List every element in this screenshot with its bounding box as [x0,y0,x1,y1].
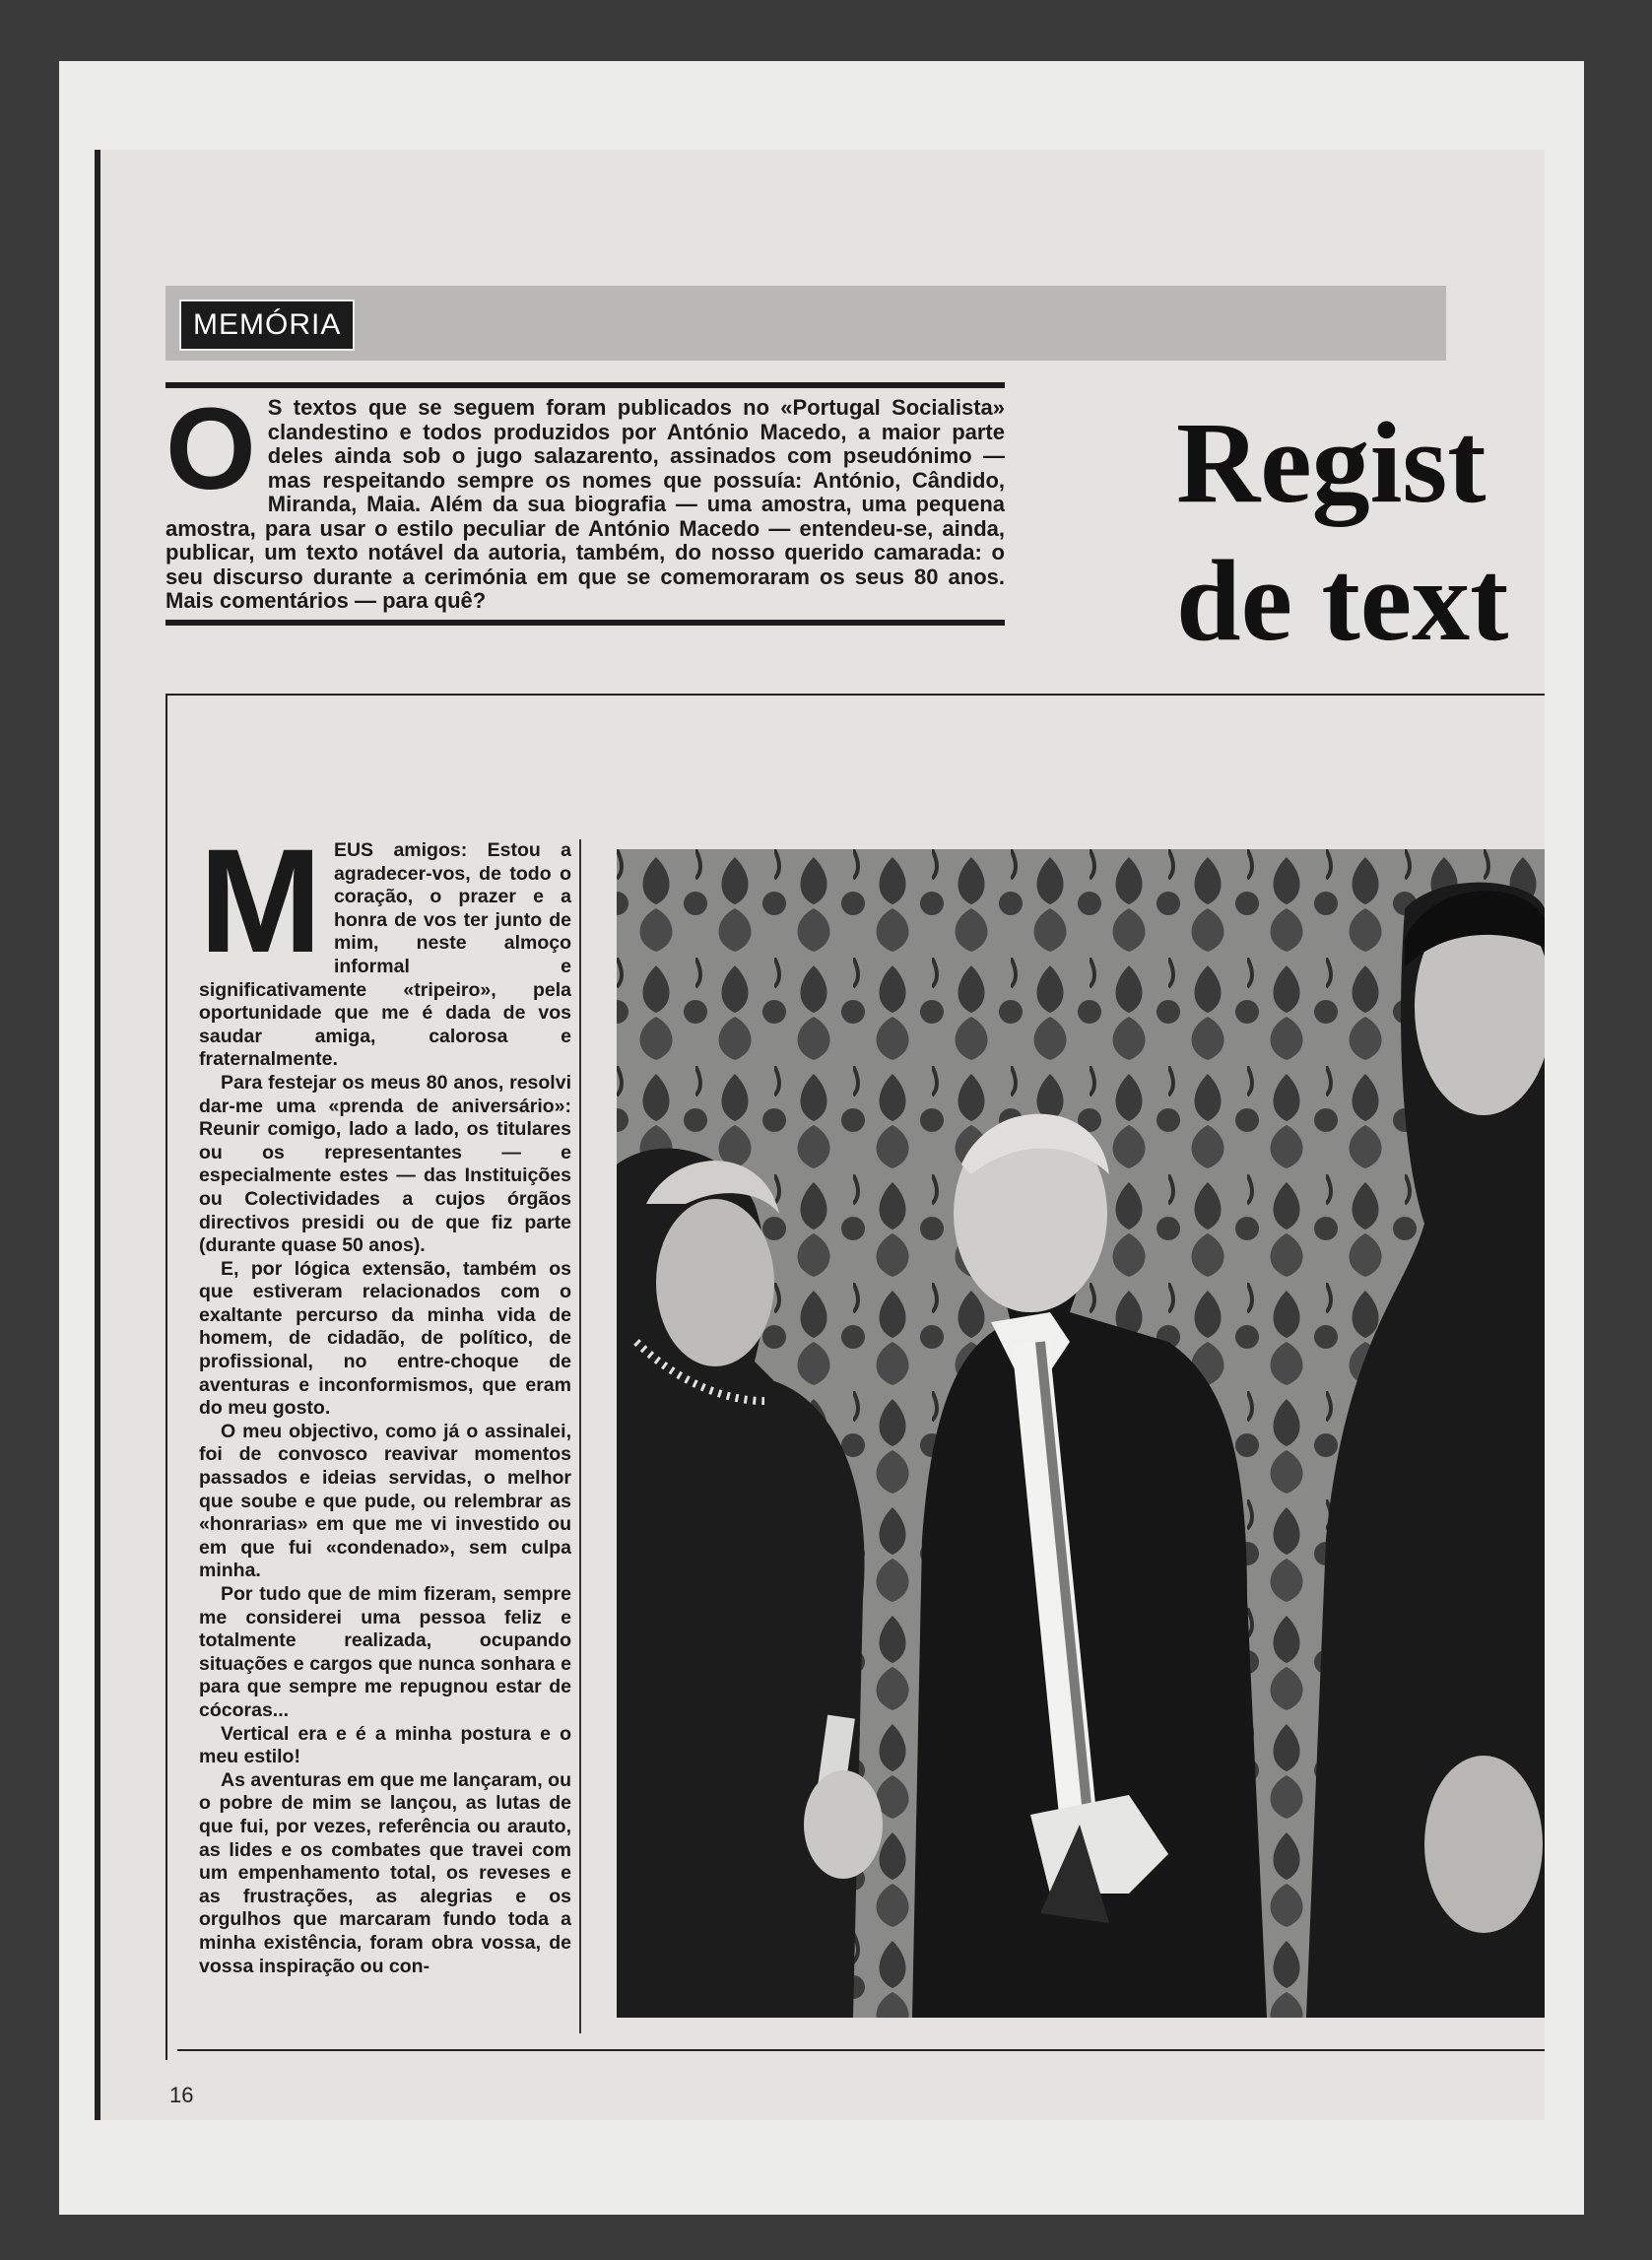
section-tag: MEMÓRIA [179,299,355,351]
article-dropcap: M [199,818,322,983]
article-paragraph: Por tudo que de mim fizeram, sempre me considerei uma pessoa feliz e totalmente realizada, ocupando situações e cargos que nunca sonhara e para que sempre me repugnou estar de cócoras... [199,1583,571,1721]
article-body [199,818,571,1978]
article-paragraph: Vertical era e é a minha postura e o meu estilo! [199,1722,571,1768]
headline-line-1: Regist [1176,398,1487,527]
photo-ceremony [617,849,1545,2018]
section-bar [165,286,1446,361]
intro-text: S textos que se seguem foram publicados no «Portugal Socialista» clandestino e todos produzidos por António Macedo, a maior parte deles ainda sob o jugo salazarento, assinados com pseudónimo — mas respeitando sempre os nomes que possuía: António, Cândido, Miranda, Maia. Além da sua biografia — uma amostra, uma pequena amostra, para usar o estilo peculiar de António Macedo — entendeu-se, ainda, publicar, um texto notável da autoria, também, do nosso querido camarada: o seu discurso durante a cerimónia em que se comemoraram os seus 80 anos. Mais comentários — para quê? [165,395,1005,613]
page-number: 16 [169,2083,194,2107]
article-paragraph: E, por lógica extensão, também os que estiveram relacionados com o exaltante percurso da minha vida de homem, de cidadão, de político, de profissional, no entre-choque de aventuras e inconformismos, que eram do meu gosto. [199,1257,571,1420]
headline-line-2: de text [1176,536,1509,665]
article-paragraph: As aventuras em que me lançaram, ou o pobre de mim se lançou, as lutas de que fui, por vezes, referência ou arauto, as lides e os combates que travei com um empenhamento total, os reveses e as frustrações, as alegrias e os orgulhos que marcaram fundo toda a minha existência, foram obra vossa, de vossa inspiração ou con- [199,1768,571,1977]
column-rule [579,839,581,2033]
newspaper-clipping [95,150,1545,2120]
intro-paragraph [165,382,1005,626]
article-frame-rule [177,2049,1545,2051]
article-paragraph: O meu objectivo, como já o assinalei, foi de convosco reavivar momentos passados e ideias servidas, o melhor que soube e que pude, ou relembrar as «honrarias» em que me vi investido ou em que fui «condenado», sem culpa minha. [199,1420,571,1582]
article-paragraph: MEUS amigos: Estou a agradecer-vos, de todo o coração, o prazer e a honra de vos ter junto de mim, neste almoço informal e significativamente «tripeiro», pela oportunidade que me é dada de vos saudar amiga, calorosa e fraternalmente. [199,818,571,1071]
intro-dropcap: O [165,384,256,514]
headline [1176,394,1545,670]
article-paragraph: Para festejar os meus 80 anos, resolvi dar-me uma «prenda de aniversário»: Reunir comigo, lado a lado, os titulares ou os representantes — e especialmente estes — das Instituições ou Colectividades a cujos órgãos directivos presidi ou de que fiz parte (durante quase 50 anos). [199,1071,571,1257]
